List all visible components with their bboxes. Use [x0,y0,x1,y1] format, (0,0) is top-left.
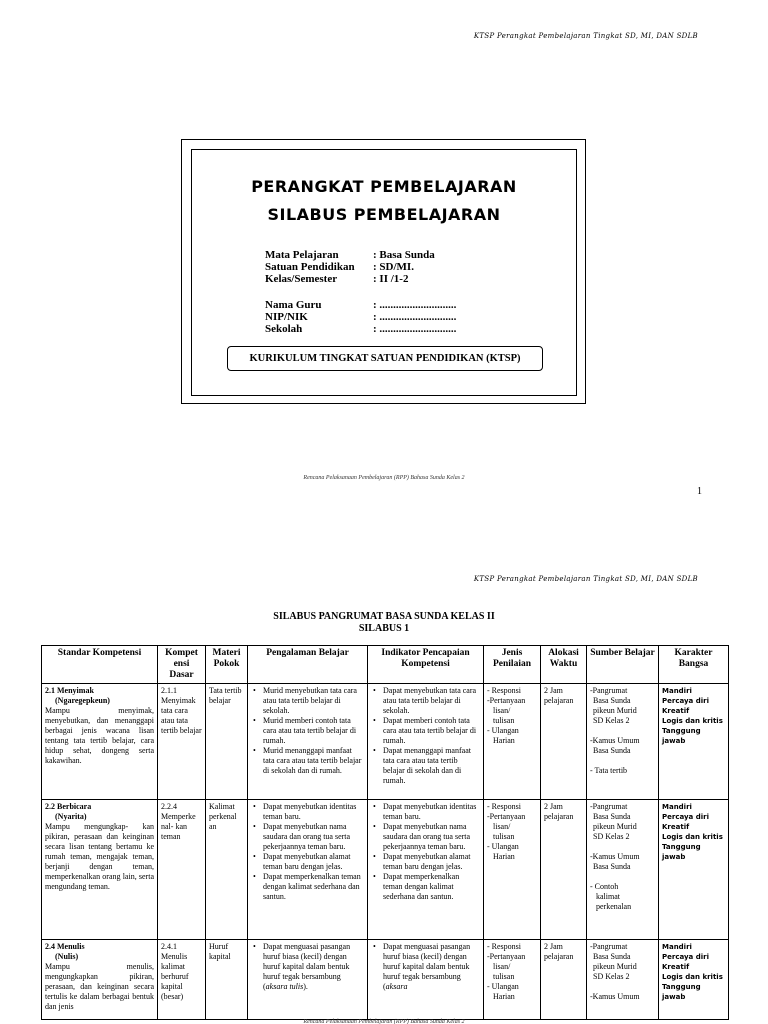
column-header: Karakter Bangsa [659,646,729,684]
list-item: • Dapat menyebutkan tata cara atau tata tertib belajar di sekolah. [371,686,480,716]
sk-subtitle: (Ngaregepkeun) [55,696,110,705]
standar-kompetensi-cell [42,684,158,800]
meta-value: : II /1-2 [373,273,409,285]
sumber-line: kalimat [596,892,620,901]
column-header: Alokasi Waktu [541,646,587,684]
sk-text: Mampu menulis, mengungkapkan pikiran, perasaan, dan keinginan secara tertulis ke dalam berbagai bentuk dan jenis [45,962,154,1011]
meta-label: Sekolah [265,323,303,335]
indikator-cell [368,800,484,940]
materi-pokok-cell: Huruf kapital [206,940,248,1020]
alokasi-waktu-cell: 2 Jam pelajaran [541,800,587,940]
meta-value: : Basa Sunda [373,249,435,261]
penilaian-line: tulisan [493,832,515,841]
jenis-penilaian-cell [484,684,541,800]
column-header: Jenis Penilaian [484,646,541,684]
page-number: 1 [697,486,702,497]
sumber-line: -Pangrumat [590,802,628,811]
sumber-belajar-cell [587,684,659,800]
karakter-item: Mandiri [662,687,692,695]
list-item: • Murid menyebutkan tata cara atau tata tertib belajar di sekolah. [251,686,364,716]
indikator-cell [368,684,484,800]
meta-row-subject [265,249,435,261]
syllabus-table [41,645,729,1020]
alokasi-waktu-cell: 2 Jam pelajaran [541,684,587,800]
penilaian-line: Harian [493,992,515,1001]
sumber-line: -Pangrumat [590,686,628,695]
sumber-line: Basa Sunda [593,862,631,871]
sk-title: 2.2 Berbicara [45,802,92,811]
karakter-item: Tanggung jawab [662,843,701,861]
meta-label: Satuan Pendidikan [265,261,355,273]
list-item: • Dapat memberi contoh tata cara atau tata tertib belajar di rumah. [371,716,480,746]
sk-title: 2.4 Menulis [45,942,85,951]
meta-row-school [265,323,456,335]
pengalaman-tail: ). [303,982,308,991]
sumber-line: SD Kelas 2 [593,716,630,725]
pengalaman-belajar-cell [248,800,368,940]
karakter-item: Logis dan kritis [662,973,723,981]
sumber-line: -Kamus Umum [590,992,640,1001]
sumber-line: pikeun Murid [593,706,637,715]
standar-kompetensi-cell [42,940,158,1020]
list-item: • Dapat menyebutkan nama saudara dan orang tua serta pekerjaannya teman baru. [371,822,480,852]
sumber-line: - Contoh [590,882,619,891]
karakter-item: Tanggung jawab [662,727,701,745]
alokasi-waktu-cell: 2 Jam pelajaran [541,940,587,1020]
sumber-belajar-cell [587,800,659,940]
sk-title: 2.1 Menyimak [45,686,94,695]
page-footer: Rencana Pelaksanaan Pembelajaran (RPP) Bahasa Sunda Kelas 2 [303,475,465,481]
materi-pokok-cell: Kalimat perkenal an [206,800,248,940]
page-header: KTSP Perangkat Pembelajaran Tingkat SD, MI, DAN SDLB [473,575,698,583]
kompetensi-dasar-cell: 2.2.4 Memperke nal- kan teman [158,800,206,940]
list-item [371,942,480,992]
karakter-bangsa-cell [659,940,729,1020]
pengalaman-belajar-cell [248,940,368,1020]
sumber-line: pikeun Murid [593,962,637,971]
karakter-item: Kreatif [662,707,690,715]
karakter-item: Percaya diri [662,697,709,705]
column-header: Materi Pokok [206,646,248,684]
penilaian-line: tulisan [493,716,515,725]
penilaian-line: - Responsi [487,942,521,951]
indikator-cell [368,940,484,1020]
jenis-penilaian-cell [484,940,541,1020]
meta-label: NIP/NIK [265,311,308,323]
sumber-line: SD Kelas 2 [593,972,630,981]
jenis-penilaian-cell [484,800,541,940]
penilaian-line: - Responsi [487,802,521,811]
sumber-line: - Tata tertib [590,766,628,775]
penilaian-line: - Responsi [487,686,521,695]
sumber-line: Basa Sunda [593,812,631,821]
list-item: • Dapat menyebutkan nama saudara dan orang tua serta pekerjaannya teman baru. [251,822,364,852]
sk-subtitle: (Nyarita) [55,812,87,821]
sumber-line: Basa Sunda [593,952,631,961]
sumber-line: -Kamus Umum [590,852,640,861]
sumber-line: Basa Sunda [593,696,631,705]
indikator-italic: aksara [385,982,408,991]
sk-subtitle: (Nulis) [55,952,79,961]
sk-text: Mampu menyimak, menyebutkan, dan menanggapi berbagai jenis wacana lisan tentang tata tertib belajar, cara hidup sehat, dongeng serta kakawihan. [45,706,154,765]
list-item: • Dapat menyebutkan alamat teman baru dengan jelas. [251,852,364,872]
pengalaman-text: Dapat menguasai pasangan huruf biasa (kecil) dengan huruf kapital dalam bentuk huruf tegak bersambung ( [263,942,351,991]
karakter-item: Kreatif [662,823,690,831]
list-item: • Murid memberi contoh tata cara atau tata tertib belajar di rumah. [251,716,364,746]
meta-value: : ............................ [373,323,457,335]
penilaian-line: lisan/ [493,962,511,971]
penilaian-line: - Ulangan [487,982,519,991]
cover-subtitle: SILABUS PEMBELAJARAN [267,205,501,224]
karakter-item: Mandiri [662,943,692,951]
column-header: Sumber Belajar [587,646,659,684]
standar-kompetensi-cell [42,800,158,940]
table-row [42,684,729,800]
penilaian-line: lisan/ [493,706,511,715]
list-item: • Dapat menyebutkan identitas teman baru. [251,802,364,822]
penilaian-line: - Ulangan [487,726,519,735]
list-item: • Dapat menanggapi manfaat tata cara atau tata tertib belajar di sekolah dan di rumah. [371,746,480,786]
cover-title: PERANGKAT PEMBELAJARAN [251,177,517,196]
sumber-line: pikeun Murid [593,822,637,831]
meta-row-school-unit [265,261,435,273]
meta-value: : SD/MI. [373,261,414,273]
sk-text: Mampu mengungkap- kan pikiran, perasaan dan keinginan secara lisan tentang bertamu ke rumah teman, mengajak teman, berjanji dengan teman, memperkenalkan orang lain, serta mengundang teman. [45,822,154,891]
list-item [251,942,364,992]
syllabus-title: SILABUS PANGRUMAT BASA SUNDA KELAS II [273,611,495,622]
karakter-item: Logis dan kritis [662,717,723,725]
penilaian-line: lisan/ [493,822,511,831]
meta-value: : ............................ [373,299,457,311]
list-item: • Dapat menyebutkan identitas teman baru. [371,802,480,822]
list-item: • Dapat menyebutkan alamat teman baru dengan jelas. [371,852,480,872]
sumber-line: -Kamus Umum [590,736,640,745]
table-row [42,800,729,940]
pengalaman-italic: aksara tulis [265,982,304,991]
meta-label: Kelas/Semester [265,273,338,285]
list-item: • Murid menanggapi manfaat tata cara atau tata tertib belajar di sekolah dan di rumah. [251,746,364,776]
meta-row-nip [265,311,456,323]
cover-meta-block-1 [265,249,435,285]
sumber-line: perkenalan [596,902,632,911]
meta-row-teacher [265,299,456,311]
karakter-item: Logis dan kritis [662,833,723,841]
column-header: Kompet ensi Dasar [158,646,206,684]
penilaian-line: Harian [493,736,515,745]
karakter-item: Kreatif [662,963,690,971]
kompetensi-dasar-cell: 2.4.1 Menulis kalimat berhuruf kapital (besar) [158,940,206,1020]
penilaian-line: -Pertanyaan [487,696,526,705]
karakter-item: Tanggung jawab [662,983,701,1001]
meta-label: Mata Pelajaran [265,249,339,261]
karakter-item: Percaya diri [662,813,709,821]
karakter-bangsa-cell [659,800,729,940]
karakter-item: Mandiri [662,803,692,811]
materi-pokok-cell: Tata tertib belajar [206,684,248,800]
penilaian-line: tulisan [493,972,515,981]
penilaian-line: Harian [493,852,515,861]
sumber-line: -Pangrumat [590,942,628,951]
meta-value: : ............................ [373,311,457,323]
indikator-text: Dapat menguasai pasangan huruf biasa (kecil) dengan huruf kapital dalam bentuk huruf tegak bersambung ( [383,942,471,991]
list-item: • Dapat memperkenalkan teman dengan kalimat sederhana dan santun. [371,872,480,902]
karakter-item: Percaya diri [662,953,709,961]
syllabus-subtitle: SILABUS 1 [358,623,410,634]
page-footer: Rencana Pelaksanaan Pembelajaran (RPP) Bahasa Sunda Kelas 2 [303,1019,465,1024]
sumber-belajar-cell [587,940,659,1020]
sumber-line: SD Kelas 2 [593,832,630,841]
kompetensi-dasar-cell: 2.1.1 Menyimak tata cara atau tata tertib belajar [158,684,206,800]
karakter-bangsa-cell [659,684,729,800]
meta-row-class-semester [265,273,435,285]
ktsp-box: KURIKULUM TINGKAT SATUAN PENDIDIKAN (KTSP) [227,346,543,371]
pengalaman-belajar-cell [248,684,368,800]
sumber-line: Basa Sunda [593,746,631,755]
list-item: • Dapat memperkenalkan teman dengan kalimat sederhana dan santun. [251,872,364,902]
penilaian-line: -Pertanyaan [487,812,526,821]
meta-label: Nama Guru [265,299,322,311]
column-header: Indikator Pencapaian Kompetensi [368,646,484,684]
penilaian-line: - Ulangan [487,842,519,851]
penilaian-line: -Pertanyaan [487,952,526,961]
column-header: Standar Kompetensi [42,646,158,684]
table-header-row [42,646,729,684]
page-header: KTSP Perangkat Pembelajaran Tingkat SD, MI, DAN SDLB [473,32,698,40]
cover-meta-block-2 [265,299,456,335]
column-header: Pengalaman Belajar [248,646,368,684]
table-row [42,940,729,1020]
